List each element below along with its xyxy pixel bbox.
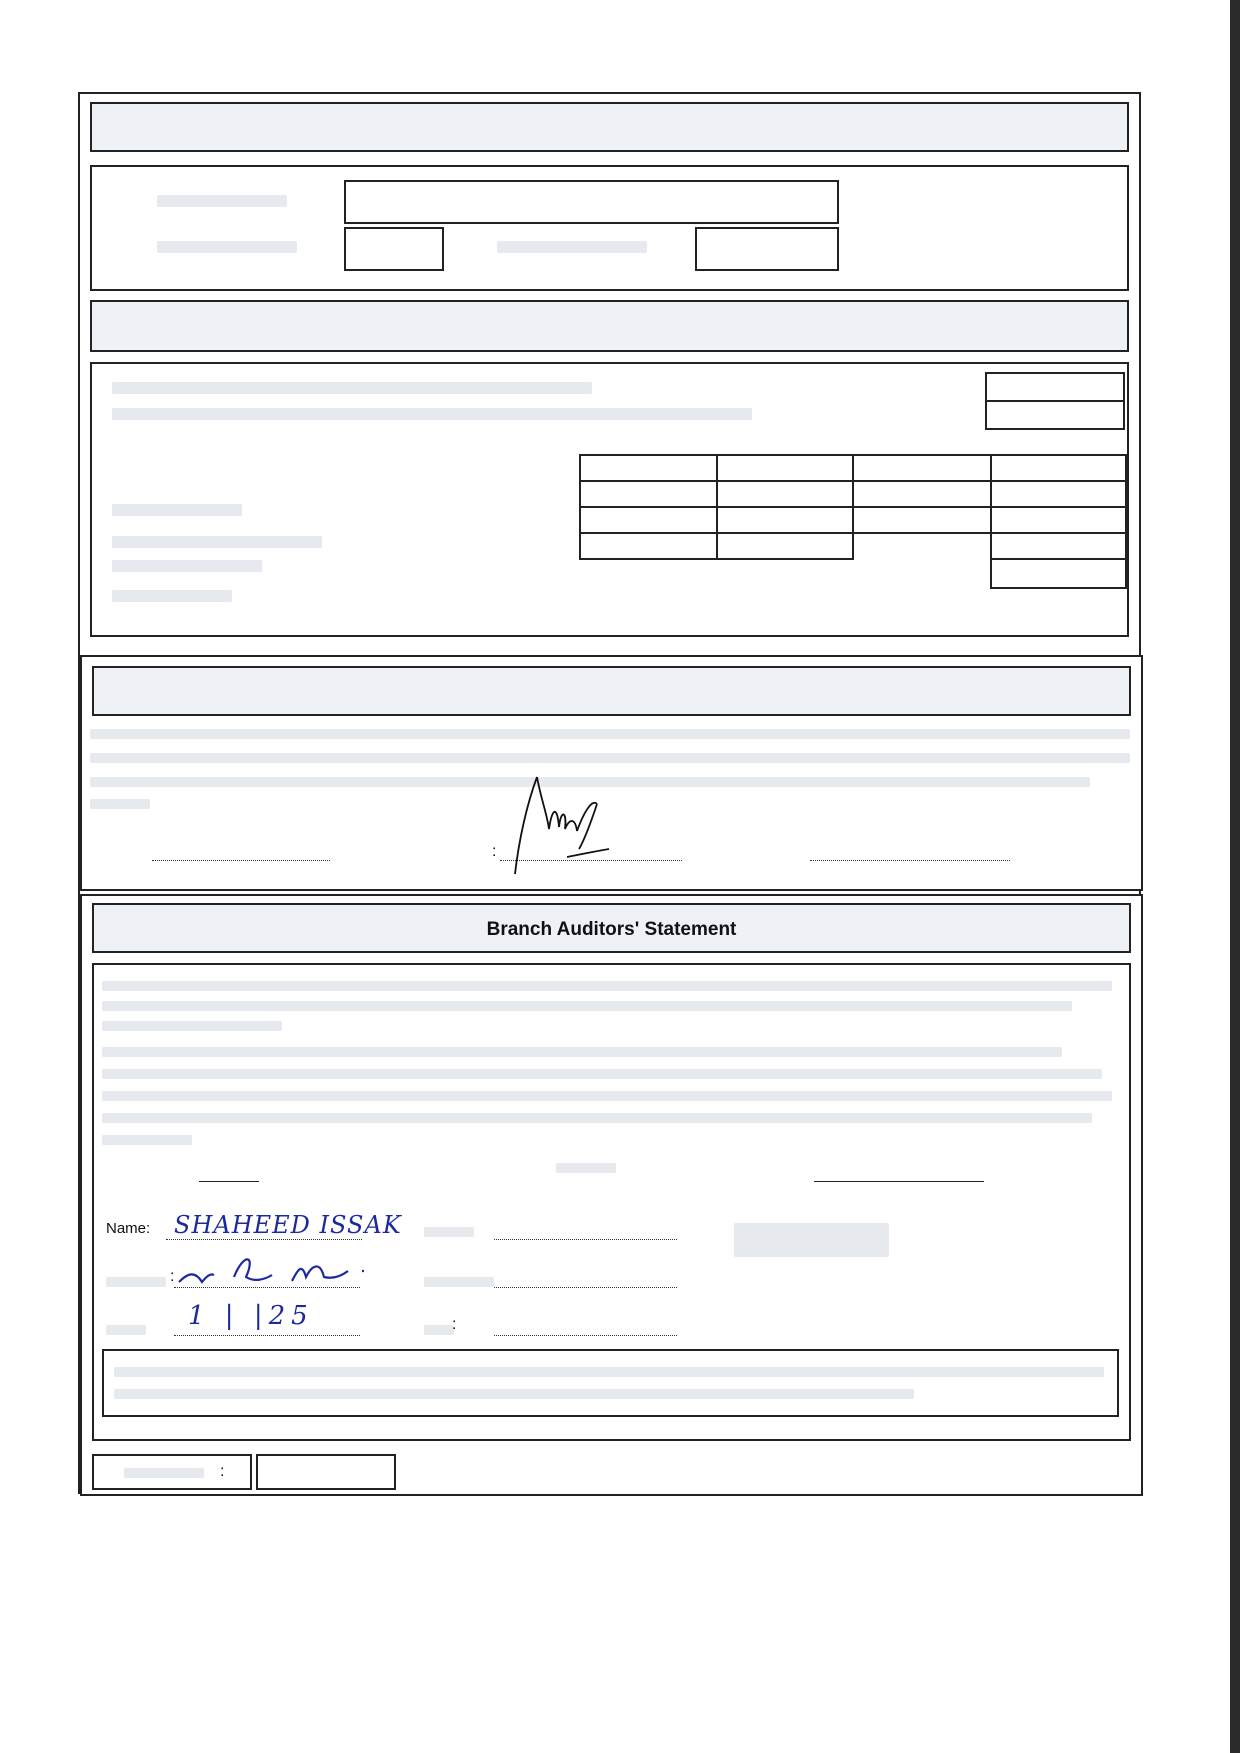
figure-total-box-2[interactable] — [985, 400, 1125, 430]
faded-text-line — [102, 1091, 1112, 1101]
faded-text-line — [112, 408, 752, 420]
right-name-line[interactable] — [494, 1239, 677, 1240]
details-section — [90, 165, 1129, 291]
auditors-section — [80, 894, 1143, 1496]
colon: : — [170, 1268, 175, 1285]
faded-text-line — [102, 1113, 1092, 1123]
faded-row-label — [112, 536, 322, 548]
name-label: Name: — [106, 1220, 151, 1237]
figure-total-box-1[interactable] — [985, 372, 1125, 402]
faded-text-line — [90, 799, 150, 809]
faded-text-line — [114, 1367, 1104, 1377]
faded-row-label — [112, 590, 232, 602]
faded-column-label — [556, 1163, 616, 1173]
table-cell[interactable] — [580, 507, 717, 533]
declaration-section — [80, 655, 1143, 891]
table-cell[interactable] — [991, 481, 1126, 507]
table-cell[interactable] — [717, 533, 854, 559]
table-cell[interactable] — [853, 481, 991, 507]
table-cell[interactable] — [991, 507, 1126, 533]
date-line[interactable] — [174, 1335, 360, 1336]
faded-label — [157, 195, 287, 207]
colon: : — [220, 1463, 225, 1480]
faded-label — [424, 1325, 454, 1335]
scan-edge — [1230, 0, 1240, 1753]
details-field-right[interactable] — [695, 227, 839, 271]
auditors-header — [92, 903, 1131, 953]
section-header-declaration — [92, 666, 1131, 716]
declaration-line-3[interactable] — [810, 860, 1010, 861]
faded-text-line — [102, 1135, 192, 1145]
column-rule-right — [814, 1181, 984, 1182]
declaration-line-1[interactable] — [152, 860, 330, 861]
details-field-small[interactable] — [344, 227, 444, 271]
faded-text-line — [102, 1001, 1072, 1011]
faded-text-line — [102, 981, 1112, 991]
footer-value-field[interactable] — [256, 1454, 396, 1490]
section-header-top — [90, 102, 1129, 152]
figures-table — [579, 454, 1127, 589]
faded-text-line — [112, 382, 592, 394]
right-signature-line[interactable] — [494, 1287, 677, 1288]
table-cell-total[interactable] — [991, 559, 1126, 588]
table-cell[interactable] — [717, 507, 854, 533]
table-cell[interactable] — [717, 455, 854, 481]
name-handwritten: SHAHEED ISSAK — [174, 1211, 402, 1239]
faded-text-line — [102, 1021, 282, 1031]
faded-label — [157, 241, 297, 253]
auditors-note-box — [102, 1349, 1119, 1417]
faded-text-line — [102, 1069, 1102, 1079]
section-header-figures — [90, 300, 1129, 352]
faded-text-line — [90, 729, 1130, 739]
faded-row-label — [112, 504, 242, 516]
table-cell[interactable] — [991, 533, 1126, 559]
column-rule-left — [199, 1181, 259, 1182]
auditors-body — [92, 963, 1131, 1441]
auditor-signature — [174, 1247, 374, 1289]
faded-row-label — [112, 560, 262, 572]
faded-text-line — [114, 1389, 914, 1399]
form-frame — [78, 92, 1141, 1494]
faded-text-line — [90, 753, 1130, 763]
colon: : — [452, 1316, 457, 1333]
table-cell[interactable] — [580, 533, 717, 559]
faded-block — [734, 1223, 889, 1257]
colon: : — [492, 843, 497, 860]
table-cell[interactable] — [991, 455, 1126, 481]
footer-label-box — [92, 1454, 252, 1490]
table-cell[interactable] — [853, 455, 991, 481]
auditors-heading: Branch Auditors' Statement — [486, 919, 737, 940]
date-handwritten: 1 | |25 — [188, 1301, 314, 1331]
faded-label — [124, 1468, 204, 1478]
declaration-signature — [497, 769, 617, 879]
name-line[interactable] — [166, 1239, 362, 1240]
faded-label — [424, 1277, 494, 1287]
faded-label — [106, 1277, 166, 1287]
table-cell[interactable] — [717, 481, 854, 507]
figures-section — [90, 362, 1129, 637]
faded-text-line — [102, 1047, 1062, 1057]
table-cell[interactable] — [853, 507, 991, 533]
details-field-wide[interactable] — [344, 180, 839, 224]
table-cell[interactable] — [580, 481, 717, 507]
right-date-line[interactable] — [494, 1335, 677, 1336]
faded-label — [424, 1227, 474, 1237]
table-cell[interactable] — [580, 455, 717, 481]
faded-label — [106, 1325, 146, 1335]
faded-label — [497, 241, 647, 253]
